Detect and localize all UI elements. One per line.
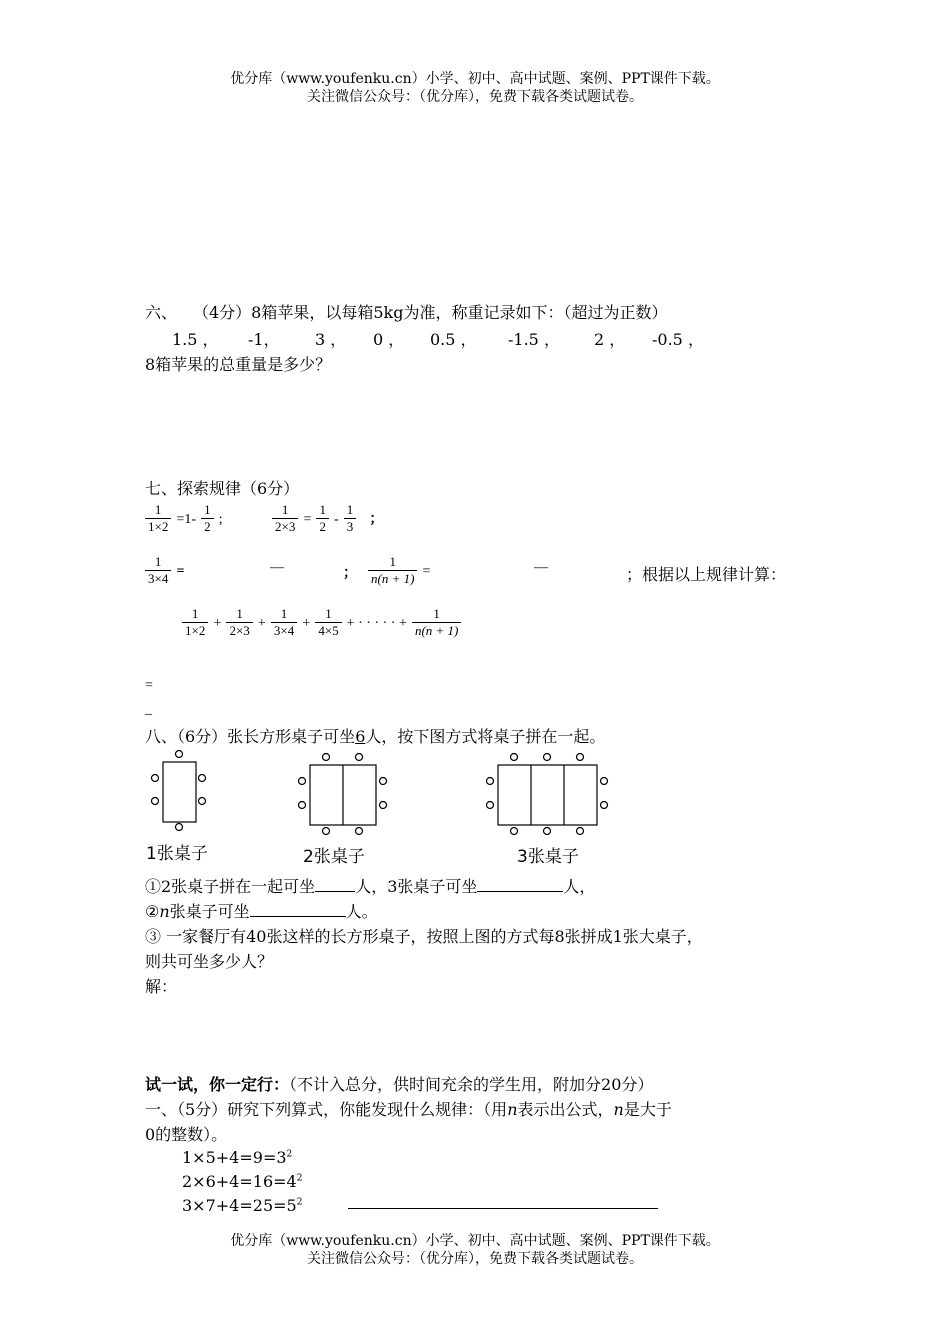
q7-result-blank: _	[145, 702, 152, 717]
q7-title: 七、探索规律（6分）	[145, 479, 300, 498]
answer-blank[interactable]	[477, 877, 563, 892]
seat-circle	[176, 751, 183, 758]
seat-circle	[152, 775, 159, 782]
bonus-title: 试一试，你一定行：（不计入总分，供时间充余的学生用，附加分20分）	[145, 1075, 654, 1094]
fraction: $\frac{1}{2}$	[316, 502, 329, 535]
footer-line-2: 关注微信公众号：（优分库），免费下载各类试题试卷。	[307, 1251, 643, 1267]
footer-line-1: 优分库（www.youfenku.cn）小学、初中、高中试题、案例、PPT课件下载。	[230, 1233, 720, 1249]
q7-identity-1: $\frac{1}{1\times 2}$ =1- $\frac{1}{2}$ ;	[145, 502, 223, 535]
seat-circle	[601, 802, 608, 809]
answer-blank[interactable]	[250, 902, 346, 917]
fraction: $\frac{1}{1\times 2}$	[182, 606, 208, 639]
header-line-1: 优分库（www.youfenku.cn）小学、初中、高中试题、案例、PPT课件下载。	[230, 71, 720, 87]
q6-value-5: 0.5 ，	[430, 330, 477, 349]
q6-title: 六、 （4分）8箱苹果，以每箱5kg为准，称重记录如下：（超过为正数）	[145, 303, 668, 322]
q6-value-3: 3 ，	[315, 330, 347, 349]
q8-sub-1: ①2张桌子拼在一起可坐 人，3张桌子可坐 人，	[145, 877, 596, 896]
seat-circle	[544, 754, 551, 761]
seat-circle	[299, 802, 306, 809]
fraction: $\frac{1}{2}$	[201, 502, 214, 535]
table-rect	[498, 765, 597, 825]
bonus-q1-line2: 0的整数）。	[145, 1125, 228, 1144]
q6-value-7: 2 ，	[594, 330, 626, 349]
seat-circle	[323, 754, 330, 761]
seat-circle	[487, 802, 494, 809]
seat-circle	[152, 798, 159, 805]
seat-circle	[577, 754, 584, 761]
seat-circle	[176, 824, 183, 831]
header-line-2: 关注微信公众号：（优分库），免费下载各类试题试卷。	[307, 89, 643, 105]
q6-value-6: -1.5 ，	[508, 330, 560, 349]
q6-value-2: -1，	[248, 330, 280, 349]
fraction: $\frac{1}{2\times 3}$	[272, 502, 298, 535]
q7-sum-expression: $\frac{1}{1\times 2}$ + $\frac{1}{2\times 3}$ + $\frac{1}{3\times 4}$ + $\frac{1}{4\times 5}$ + · · · · · + $\frac{1}{n(n + 1)}$	[182, 606, 461, 639]
label-3-tables: 3张桌子	[517, 847, 579, 867]
q6-question: 8箱苹果的总重量是多少？	[145, 355, 332, 374]
seat-circle	[544, 828, 551, 835]
fraction: $\frac{1}{3\times 4}$	[145, 554, 171, 587]
seat-circle	[356, 754, 363, 761]
fraction: $\frac{1}{n(n + 1)}$	[412, 606, 461, 639]
q6-value-4: 0 ，	[373, 330, 405, 349]
fraction: $\frac{1}{3\times 4}$	[271, 606, 297, 639]
seat-circle	[511, 754, 518, 761]
bonus-answer-line[interactable]	[348, 1208, 658, 1209]
bonus-eq-3: $3\times 7+4=25=5^2$	[182, 1196, 303, 1215]
q7-semicolon: ；	[343, 566, 357, 581]
seat-circle	[487, 778, 494, 785]
q7-fill-1: $\frac{1}{3\times 4}$ =	[145, 554, 184, 587]
seat-circle	[511, 828, 518, 835]
q7-identity-2: $\frac{1}{2\times 3}$ = $\frac{1}{2}$ - $\frac{1}{3}$ ；	[272, 502, 383, 535]
seat-circle	[380, 778, 387, 785]
q8-answer-label: 解：	[145, 977, 178, 996]
label-2-tables: 2张桌子	[303, 847, 365, 867]
q7-result-equals: =	[145, 678, 153, 693]
seat-circle	[199, 775, 206, 782]
seat-circle	[299, 778, 306, 785]
q7-dash-2: —	[534, 560, 548, 575]
q8-sub-3b: 则共可坐多少人？	[145, 952, 274, 971]
fraction: $\frac{1}{3}$	[344, 502, 357, 535]
bonus-eq-1: $1\times 5+4=9=3^2$	[182, 1148, 293, 1167]
seat-circle	[199, 798, 206, 805]
fraction: $\frac{1}{2\times 3}$	[226, 606, 252, 639]
q6-value-8: -0.5 ，	[652, 330, 704, 349]
q7-calc-instruction: ；根据以上规律计算：	[626, 565, 787, 584]
fraction: $\frac{1}{1\times 2}$	[145, 502, 171, 535]
q7-dash-1: —	[270, 560, 284, 575]
q6-value-1: 1.5 ，	[172, 330, 219, 349]
bonus-q1: 一、（5分）研究下列算式，你能发现什么规律：（用n表示出公式，n是大于	[145, 1100, 672, 1119]
seat-circle	[601, 778, 608, 785]
seat-circle	[356, 828, 363, 835]
label-1-table: 1张桌子	[146, 844, 208, 864]
table-rect	[163, 762, 196, 822]
tables-diagram	[140, 745, 660, 870]
seat-circle	[380, 802, 387, 809]
fraction: $\frac{1}{4\times 5}$	[315, 606, 341, 639]
q8-title: 八、（6分）张长方形桌子可坐6人，按下图方式将桌子拼在一起。	[145, 727, 606, 746]
bonus-eq-2: $2\times 6+4=16=4^2$	[182, 1172, 303, 1191]
answer-blank[interactable]	[315, 877, 355, 892]
q8-sub-3: ③ 一家餐厅有40张这样的长方形桌子，按照上图的方式每8张拼成1张大桌子，	[145, 927, 703, 946]
q8-sub-2: ②n张桌子可坐 人。	[145, 902, 378, 921]
seat-circle	[577, 828, 584, 835]
seat-circle	[323, 828, 330, 835]
fraction: $\frac{1}{n(n + 1)}$	[368, 554, 417, 587]
q7-fill-2: $\frac{1}{n(n + 1)}$ =	[368, 554, 430, 587]
